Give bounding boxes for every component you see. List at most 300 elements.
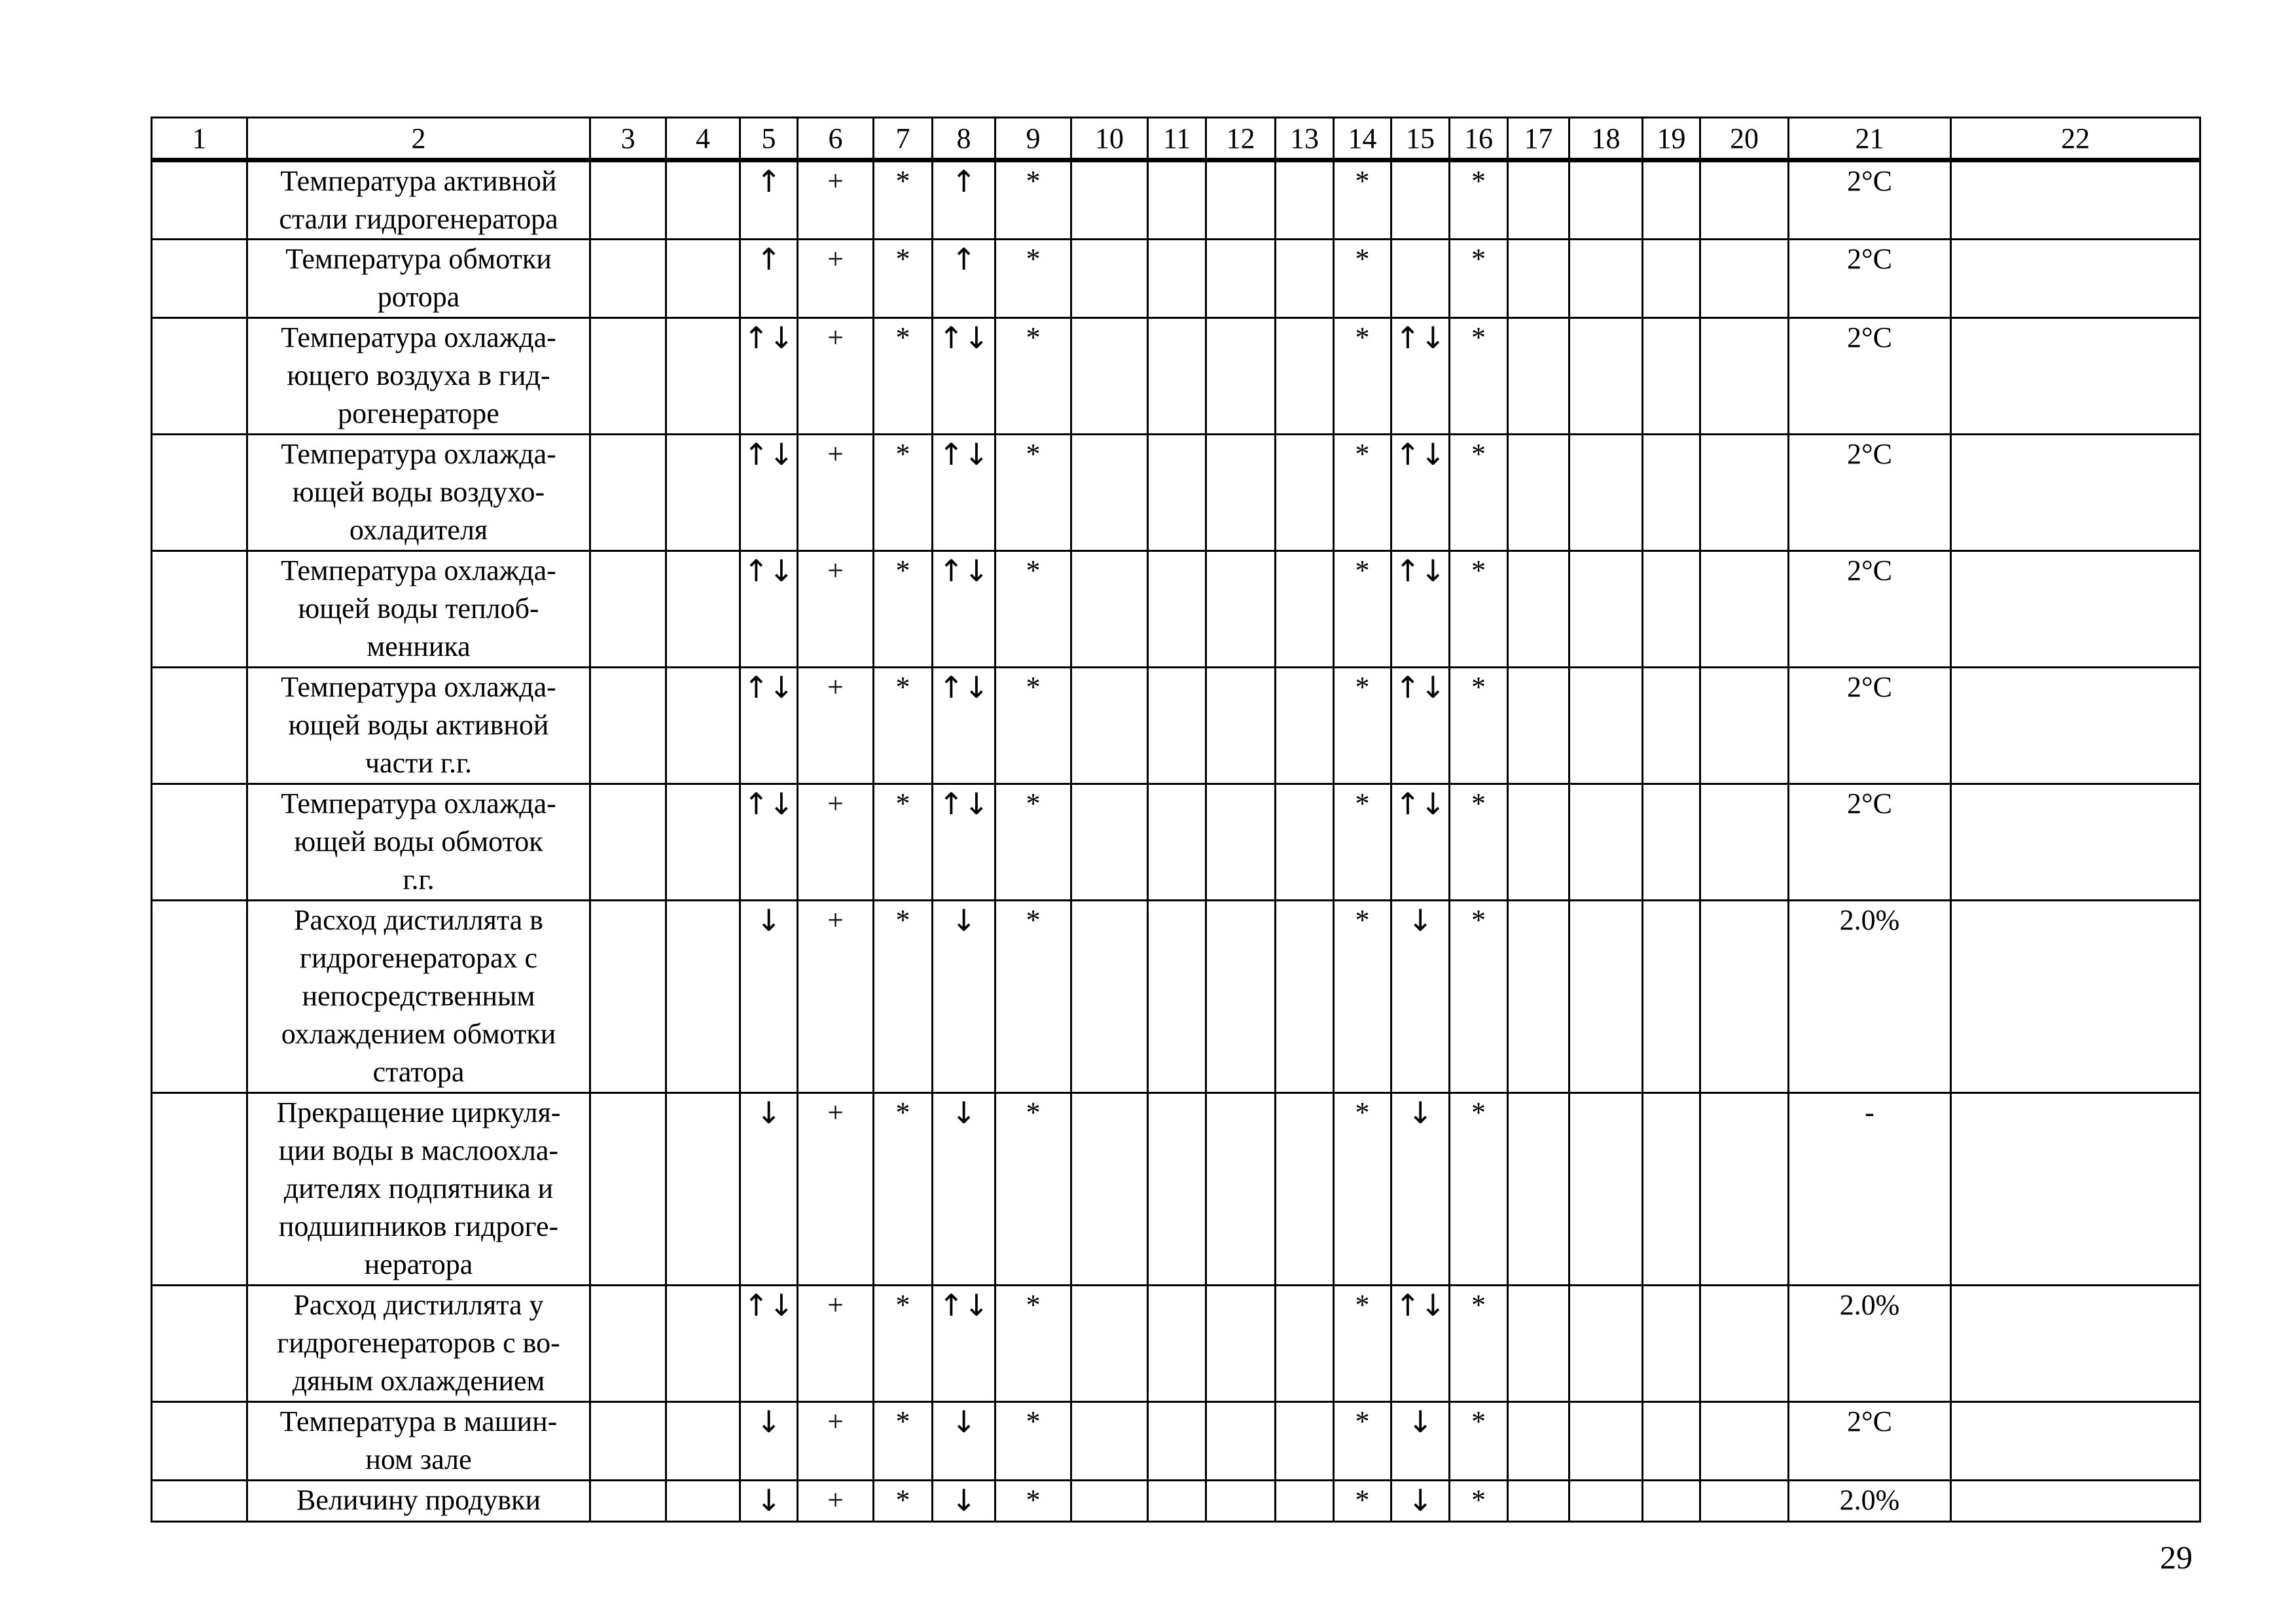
cell-value: * — [895, 554, 910, 586]
parameter-name-cell — [247, 901, 590, 1093]
cell-col-14 — [1334, 318, 1391, 435]
empty-cell-col-4 — [666, 901, 740, 1093]
cell-value: ↑↓ — [938, 786, 990, 821]
cell-col-15 — [1391, 784, 1450, 901]
empty-cell-col-10 — [1071, 784, 1148, 901]
cell-value: * — [1026, 554, 1041, 586]
cell-value: ↑↓ — [1395, 437, 1446, 472]
empty-cell-col-13 — [1276, 435, 1334, 551]
cell-col-14 — [1334, 1402, 1391, 1481]
cell-value: * — [1471, 671, 1486, 703]
empty-cell-col-19 — [1643, 1286, 1700, 1402]
cell-col-5 — [740, 901, 798, 1093]
cell-value: ↑↓ — [1395, 670, 1446, 705]
empty-cell-col-17 — [1508, 551, 1570, 668]
column-header-1: 1 — [152, 118, 247, 160]
empty-cell-col-19 — [1643, 784, 1700, 901]
empty-cell-col-11 — [1148, 784, 1206, 901]
cell-value: * — [1471, 165, 1486, 197]
empty-cell-col-4 — [666, 1402, 740, 1481]
empty-cell-col-12 — [1206, 668, 1276, 784]
cell-col-14 — [1334, 435, 1391, 551]
cell-value: ↑↓ — [744, 553, 795, 588]
cell-col-21 — [1789, 318, 1951, 435]
parameter-name-cell — [247, 551, 590, 668]
empty-cell-col-19 — [1643, 318, 1700, 435]
cell-col-21 — [1789, 551, 1951, 668]
cell-col-9 — [996, 240, 1071, 318]
column-header-9: 9 — [996, 118, 1071, 160]
empty-cell-col-18 — [1570, 318, 1643, 435]
cell-value: * — [1355, 1484, 1370, 1516]
cell-value: ↓ — [756, 903, 781, 938]
cell-col-14 — [1334, 160, 1391, 240]
cell-col-8 — [933, 668, 996, 784]
cell-value: * — [1026, 787, 1041, 820]
empty-cell-col-12 — [1206, 1093, 1276, 1286]
empty-cell-col-3 — [590, 435, 666, 551]
cell-value: * — [1471, 438, 1486, 470]
cell-col-7 — [874, 240, 933, 318]
cell-col-16 — [1450, 551, 1508, 668]
cell-value: ↓ — [1407, 1404, 1433, 1439]
table-row — [152, 160, 2200, 240]
cell-col-21 — [1789, 668, 1951, 784]
empty-cell-col-1 — [152, 435, 247, 551]
parameter-name-cell — [247, 1481, 590, 1522]
cell-col-8 — [933, 240, 996, 318]
empty-cell-col-18 — [1570, 435, 1643, 551]
empty-cell-col-10 — [1071, 435, 1148, 551]
cell-value: 2.0% — [1839, 904, 1900, 936]
empty-cell-col-12 — [1206, 1481, 1276, 1522]
empty-cell-col-22 — [1951, 160, 2200, 240]
cell-value: * — [1026, 243, 1041, 275]
empty-cell-col-11 — [1148, 551, 1206, 668]
empty-cell-col-3 — [590, 1286, 666, 1402]
cell-value: + — [827, 1405, 844, 1437]
empty-cell-col-17 — [1508, 435, 1570, 551]
empty-cell-col-1 — [152, 240, 247, 318]
column-header-4: 4 — [666, 118, 740, 160]
empty-cell-col-10 — [1071, 318, 1148, 435]
empty-cell-col-10 — [1071, 240, 1148, 318]
cell-col-8 — [933, 784, 996, 901]
empty-cell-col-11 — [1148, 1481, 1206, 1522]
empty-cell-col-17 — [1508, 1093, 1570, 1286]
parameter-name-line: Температура охлажда- — [281, 671, 556, 703]
cell-value: * — [895, 321, 910, 353]
empty-cell-col-17 — [1508, 318, 1570, 435]
column-header-7: 7 — [874, 118, 933, 160]
parameter-name-line: ции воды в маслоохла- — [278, 1134, 559, 1166]
cell-value: ↑ — [756, 242, 781, 277]
column-header-14: 14 — [1334, 118, 1391, 160]
parameter-name-line: нератора — [364, 1248, 473, 1280]
cell-value: * — [895, 1289, 910, 1321]
empty-cell-col-18 — [1570, 551, 1643, 668]
parameter-name-cell — [247, 240, 590, 318]
cell-value: * — [1471, 1096, 1486, 1128]
cell-value: * — [1355, 904, 1370, 936]
cell-col-5 — [740, 784, 798, 901]
cell-col-14 — [1334, 551, 1391, 668]
parameter-name-cell — [247, 435, 590, 551]
cell-col-9 — [996, 668, 1071, 784]
cell-value: * — [895, 1096, 910, 1128]
cell-col-6 — [798, 1481, 874, 1522]
cell-col-15 — [1391, 240, 1450, 318]
cell-value: * — [1355, 1289, 1370, 1321]
cell-value: * — [1026, 1096, 1041, 1128]
column-header-11: 11 — [1148, 118, 1206, 160]
cell-col-6 — [798, 1286, 874, 1402]
parameter-name-line: ющей воды активной — [288, 709, 549, 741]
header-row — [152, 118, 2200, 160]
cell-value: 2°C — [1847, 165, 1892, 197]
cell-col-16 — [1450, 1286, 1508, 1402]
empty-cell-col-1 — [152, 1286, 247, 1402]
empty-cell-col-1 — [152, 318, 247, 435]
cell-value: * — [895, 904, 910, 936]
empty-cell-col-19 — [1643, 901, 1700, 1093]
cell-value: * — [1026, 671, 1041, 703]
empty-cell-col-19 — [1643, 1093, 1700, 1286]
cell-value: 2.0% — [1839, 1484, 1900, 1516]
parameter-name-line: подшипников гидроге- — [278, 1210, 559, 1242]
empty-cell-col-13 — [1276, 1481, 1334, 1522]
cell-value: ↓ — [1407, 1095, 1433, 1130]
empty-cell-col-1 — [152, 160, 247, 240]
empty-cell-col-13 — [1276, 1093, 1334, 1286]
empty-cell-col-3 — [590, 668, 666, 784]
cell-col-7 — [874, 435, 933, 551]
cell-col-15 — [1391, 668, 1450, 784]
cell-value: * — [1026, 1289, 1041, 1321]
cell-value: * — [1471, 554, 1486, 586]
cell-value: ↑↓ — [744, 786, 795, 821]
cell-col-21 — [1789, 1402, 1951, 1481]
cell-value: ↑↓ — [744, 670, 795, 705]
empty-cell-col-22 — [1951, 1402, 2200, 1481]
table-row — [152, 1093, 2200, 1286]
column-header-22: 22 — [1951, 118, 2200, 160]
empty-cell-col-22 — [1951, 435, 2200, 551]
cell-value: 2°C — [1847, 671, 1892, 703]
cell-value: + — [827, 321, 844, 353]
cell-value: ↑↓ — [1395, 553, 1446, 588]
cell-col-15 — [1391, 318, 1450, 435]
empty-cell-col-4 — [666, 435, 740, 551]
cell-col-9 — [996, 1286, 1071, 1402]
cell-value: ↑↓ — [938, 553, 990, 588]
cell-col-15 — [1391, 1481, 1450, 1522]
cell-value: ↑ — [951, 242, 977, 277]
empty-cell-col-3 — [590, 784, 666, 901]
empty-cell-col-20 — [1700, 1402, 1789, 1481]
cell-value: * — [1355, 438, 1370, 470]
column-header-10: 10 — [1071, 118, 1148, 160]
cell-value: ↑ — [951, 164, 977, 199]
empty-cell-col-20 — [1700, 1481, 1789, 1522]
empty-cell-col-12 — [1206, 901, 1276, 1093]
empty-cell-col-10 — [1071, 1093, 1148, 1286]
empty-cell-col-22 — [1951, 1481, 2200, 1522]
table-row — [152, 435, 2200, 551]
cell-value: * — [895, 1405, 910, 1437]
cell-col-5 — [740, 318, 798, 435]
cell-col-9 — [996, 318, 1071, 435]
cell-value: * — [1026, 1484, 1041, 1516]
empty-cell-col-10 — [1071, 1402, 1148, 1481]
cell-value: + — [827, 1289, 844, 1321]
cell-col-8 — [933, 901, 996, 1093]
column-header-20: 20 — [1700, 118, 1789, 160]
cell-value: ↓ — [1407, 903, 1433, 938]
cell-col-9 — [996, 1481, 1071, 1522]
cell-col-6 — [798, 160, 874, 240]
parameter-name-line: непосредственным — [302, 980, 535, 1012]
cell-col-15 — [1391, 160, 1450, 240]
empty-cell-col-13 — [1276, 1402, 1334, 1481]
cell-value: * — [1355, 321, 1370, 353]
cell-value: ↑↓ — [1395, 786, 1446, 821]
empty-cell-col-4 — [666, 1286, 740, 1402]
cell-value: * — [1355, 165, 1370, 197]
empty-cell-col-18 — [1570, 160, 1643, 240]
cell-col-5 — [740, 240, 798, 318]
empty-cell-col-17 — [1508, 1286, 1570, 1402]
empty-cell-col-3 — [590, 160, 666, 240]
cell-value: ↑↓ — [938, 670, 990, 705]
empty-cell-col-20 — [1700, 1286, 1789, 1402]
cell-col-5 — [740, 551, 798, 668]
table-row — [152, 901, 2200, 1093]
empty-cell-col-19 — [1643, 435, 1700, 551]
cell-value: * — [1355, 1405, 1370, 1437]
parameter-name-cell — [247, 1093, 590, 1286]
empty-cell-col-18 — [1570, 1481, 1643, 1522]
empty-cell-col-19 — [1643, 668, 1700, 784]
parameter-name-line: Расход дистиллята в — [294, 904, 543, 936]
column-header-3: 3 — [590, 118, 666, 160]
cell-col-7 — [874, 668, 933, 784]
empty-cell-col-3 — [590, 1481, 666, 1522]
cell-col-7 — [874, 1402, 933, 1481]
cell-col-16 — [1450, 1093, 1508, 1286]
parameter-name-line: менника — [367, 630, 471, 662]
cell-col-9 — [996, 1093, 1071, 1286]
cell-value: * — [1471, 1405, 1486, 1437]
cell-col-7 — [874, 551, 933, 668]
parameter-name-line: г.г. — [403, 863, 435, 895]
cell-col-6 — [798, 318, 874, 435]
empty-cell-col-17 — [1508, 1402, 1570, 1481]
empty-cell-col-19 — [1643, 1402, 1700, 1481]
cell-value: ↓ — [756, 1483, 781, 1518]
cell-col-9 — [996, 784, 1071, 901]
cell-col-8 — [933, 1402, 996, 1481]
table-row — [152, 318, 2200, 435]
empty-cell-col-19 — [1643, 1481, 1700, 1522]
parameter-name-line: статора — [372, 1056, 465, 1088]
parameter-name-line: ном зале — [365, 1443, 472, 1475]
empty-cell-col-20 — [1700, 318, 1789, 435]
cell-col-8 — [933, 1093, 996, 1286]
cell-value: ↓ — [951, 1483, 977, 1518]
column-header-6: 6 — [798, 118, 874, 160]
empty-cell-col-3 — [590, 551, 666, 668]
empty-cell-col-17 — [1508, 784, 1570, 901]
column-header-2: 2 — [247, 118, 590, 160]
cell-value: 2°C — [1847, 554, 1892, 586]
column-header-5: 5 — [740, 118, 798, 160]
cell-col-5 — [740, 435, 798, 551]
empty-cell-col-3 — [590, 901, 666, 1093]
cell-value: + — [827, 671, 844, 703]
cell-col-21 — [1789, 240, 1951, 318]
cell-col-16 — [1450, 1481, 1508, 1522]
table-row — [152, 1481, 2200, 1522]
table-row — [152, 1286, 2200, 1402]
empty-cell-col-22 — [1951, 240, 2200, 318]
empty-cell-col-11 — [1148, 1093, 1206, 1286]
parameter-name-cell — [247, 1286, 590, 1402]
cell-value: ↑↓ — [744, 320, 795, 355]
empty-cell-col-13 — [1276, 551, 1334, 668]
table-row — [152, 1402, 2200, 1481]
cell-col-5 — [740, 1402, 798, 1481]
cell-col-7 — [874, 1286, 933, 1402]
parameter-name-line: Температура охлажда- — [281, 554, 556, 586]
empty-cell-col-11 — [1148, 240, 1206, 318]
cell-value: + — [827, 787, 844, 820]
empty-cell-col-13 — [1276, 160, 1334, 240]
cell-col-5 — [740, 1093, 798, 1286]
cell-value: ↓ — [1407, 1483, 1433, 1518]
cell-value: 2°C — [1847, 787, 1892, 820]
cell-col-6 — [798, 1093, 874, 1286]
cell-value: 2°C — [1847, 1405, 1892, 1437]
empty-cell-col-4 — [666, 551, 740, 668]
cell-value: ↑↓ — [938, 320, 990, 355]
cell-col-8 — [933, 318, 996, 435]
parameter-name-line: Температура активной — [280, 165, 557, 197]
empty-cell-col-20 — [1700, 901, 1789, 1093]
cell-value: * — [1026, 321, 1041, 353]
cell-col-14 — [1334, 1286, 1391, 1402]
parameter-name-line: гидрогенераторов с во- — [277, 1327, 560, 1359]
cell-value: * — [1471, 787, 1486, 820]
parameter-name-cell — [247, 784, 590, 901]
parameter-name-line: ющей воды воздухо- — [292, 476, 545, 508]
parameter-name-line: Температура обмотки — [285, 243, 552, 275]
empty-cell-col-18 — [1570, 1093, 1643, 1286]
cell-value: + — [827, 243, 844, 275]
cell-value: + — [827, 165, 844, 197]
empty-cell-col-13 — [1276, 784, 1334, 901]
empty-cell-col-4 — [666, 668, 740, 784]
cell-value: * — [895, 671, 910, 703]
cell-value: ↑↓ — [744, 1288, 795, 1323]
empty-cell-col-12 — [1206, 1402, 1276, 1481]
parameter-name-cell — [247, 318, 590, 435]
cell-col-14 — [1334, 240, 1391, 318]
empty-cell-col-13 — [1276, 1286, 1334, 1402]
parameter-name-line: ротора — [377, 281, 460, 313]
cell-col-8 — [933, 1481, 996, 1522]
parameter-name-line: Расход дистиллята у — [293, 1289, 544, 1321]
empty-cell-col-4 — [666, 1093, 740, 1286]
table-row — [152, 240, 2200, 318]
cell-value: + — [827, 1484, 844, 1516]
empty-cell-col-10 — [1071, 668, 1148, 784]
empty-cell-col-11 — [1148, 318, 1206, 435]
cell-value: - — [1865, 1096, 1874, 1128]
parameter-name-line: дяным охлаждением — [292, 1365, 545, 1397]
cell-value: 2.0% — [1839, 1289, 1900, 1321]
table-row — [152, 551, 2200, 668]
cell-value: * — [1355, 243, 1370, 275]
empty-cell-col-1 — [152, 551, 247, 668]
cell-value: ↓ — [756, 1095, 781, 1130]
empty-cell-col-19 — [1643, 551, 1700, 668]
cell-value: + — [827, 554, 844, 586]
empty-cell-col-20 — [1700, 160, 1789, 240]
column-header-12: 12 — [1206, 118, 1276, 160]
parameter-name-line: ющей воды обмоток — [294, 825, 543, 857]
cell-col-9 — [996, 435, 1071, 551]
empty-cell-col-22 — [1951, 318, 2200, 435]
empty-cell-col-10 — [1071, 551, 1148, 668]
empty-cell-col-10 — [1071, 901, 1148, 1093]
empty-cell-col-10 — [1071, 160, 1148, 240]
empty-cell-col-12 — [1206, 318, 1276, 435]
empty-cell-col-12 — [1206, 784, 1276, 901]
cell-col-21 — [1789, 1286, 1951, 1402]
empty-cell-col-4 — [666, 240, 740, 318]
empty-cell-col-17 — [1508, 160, 1570, 240]
empty-cell-col-3 — [590, 318, 666, 435]
cell-col-9 — [996, 901, 1071, 1093]
column-header-13: 13 — [1276, 118, 1334, 160]
empty-cell-col-1 — [152, 668, 247, 784]
cell-value: * — [1026, 1405, 1041, 1437]
empty-cell-col-18 — [1570, 784, 1643, 901]
empty-cell-col-4 — [666, 1481, 740, 1522]
cell-col-21 — [1789, 901, 1951, 1093]
cell-value: ↓ — [951, 1095, 977, 1130]
empty-cell-col-1 — [152, 1481, 247, 1522]
parameter-name-line: рогенераторе — [338, 397, 499, 429]
parameter-name-line: Температура охлажда- — [281, 438, 556, 470]
cell-value: ↑↓ — [938, 437, 990, 472]
empty-cell-col-22 — [1951, 1093, 2200, 1286]
cell-col-16 — [1450, 668, 1508, 784]
cell-col-7 — [874, 1481, 933, 1522]
parameter-name-line: охладителя — [349, 514, 488, 546]
empty-cell-col-12 — [1206, 1286, 1276, 1402]
cell-col-16 — [1450, 1402, 1508, 1481]
empty-cell-col-20 — [1700, 435, 1789, 551]
cell-value: * — [1026, 438, 1041, 470]
cell-value: + — [827, 438, 844, 470]
cell-value: * — [1355, 1096, 1370, 1128]
empty-cell-col-22 — [1951, 901, 2200, 1093]
parameter-name-line: части г.г. — [365, 747, 473, 779]
cell-col-6 — [798, 435, 874, 551]
cell-value: 2°C — [1847, 321, 1892, 353]
